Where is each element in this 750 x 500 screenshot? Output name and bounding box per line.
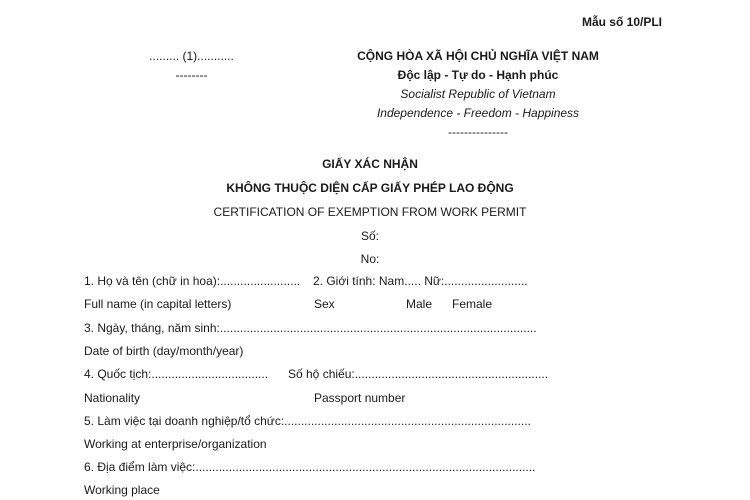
field-6-en: Working place [84,483,160,497]
field-4-vi-passport: Số hộ chiếu:.......................................................... [288,367,549,381]
nation-name-en: Socialist Republic of Vietnam [400,87,556,101]
nation-header [328,48,628,143]
title-line-en: CERTIFICATION OF EXEMPTION FROM WORK PERMIT [213,205,527,219]
agency-placeholder: ......... (1)........... [149,49,234,63]
document-title [120,155,620,273]
title-line1-vi: GIẤY XÁC NHẬN [322,157,418,171]
field-2-en-female: Female [452,297,493,311]
agency-block [119,48,264,83]
agency-underline: -------- [175,68,208,82]
field-1-vi-name: 1. Họ và tên (chữ in hoa):........................ [84,274,301,288]
field-6-vi: 6. Địa điểm làm việc:...................................................................................................... [84,460,536,474]
title-line2-vi: KHÔNG THUỘC DIỆN CẤP GIẤY PHÉP LAO ĐỘNG [226,181,514,195]
field-3-vi: 3. Ngày, tháng, năm sinh:............................................................................................... [84,321,537,335]
field-4-en-nationality: Nationality [84,391,141,405]
nation-motto-en: Independence - Freedom - Happiness [376,106,580,120]
nation-name-vi: CỘNG HÒA XÃ HỘI CHỦ NGHĨA VIỆT NAM [357,49,599,63]
nation-underline: --------------- [448,125,508,139]
field-2-en-sex: Sex [314,297,335,311]
field-2-en-male: Male [406,297,433,311]
field-2-vi-gender: 2. Giới tính: Nam..... Nữ:......................... [313,274,528,288]
document-number-en: No: [360,252,380,266]
field-5-en: Working at enterprise/organization [84,437,267,451]
field-1-en-name: Full name (in capital letters) [84,297,232,311]
field-4-vi-nationality: 4. Quốc tịch:................................... [84,367,269,381]
field-5-vi: 5. Làm việc tại doanh nghiệp/tổ chức:.......................................................................... [84,414,531,428]
field-4-en-passport: Passport number [314,391,406,405]
nation-motto-vi: Độc lập - Tự do - Hạnh phúc [397,68,559,82]
field-3-en: Date of birth (day/month/year) [84,344,244,358]
form-number: Mẫu số 10/PLI [581,15,662,29]
document-number-vi: Số: [360,229,379,243]
